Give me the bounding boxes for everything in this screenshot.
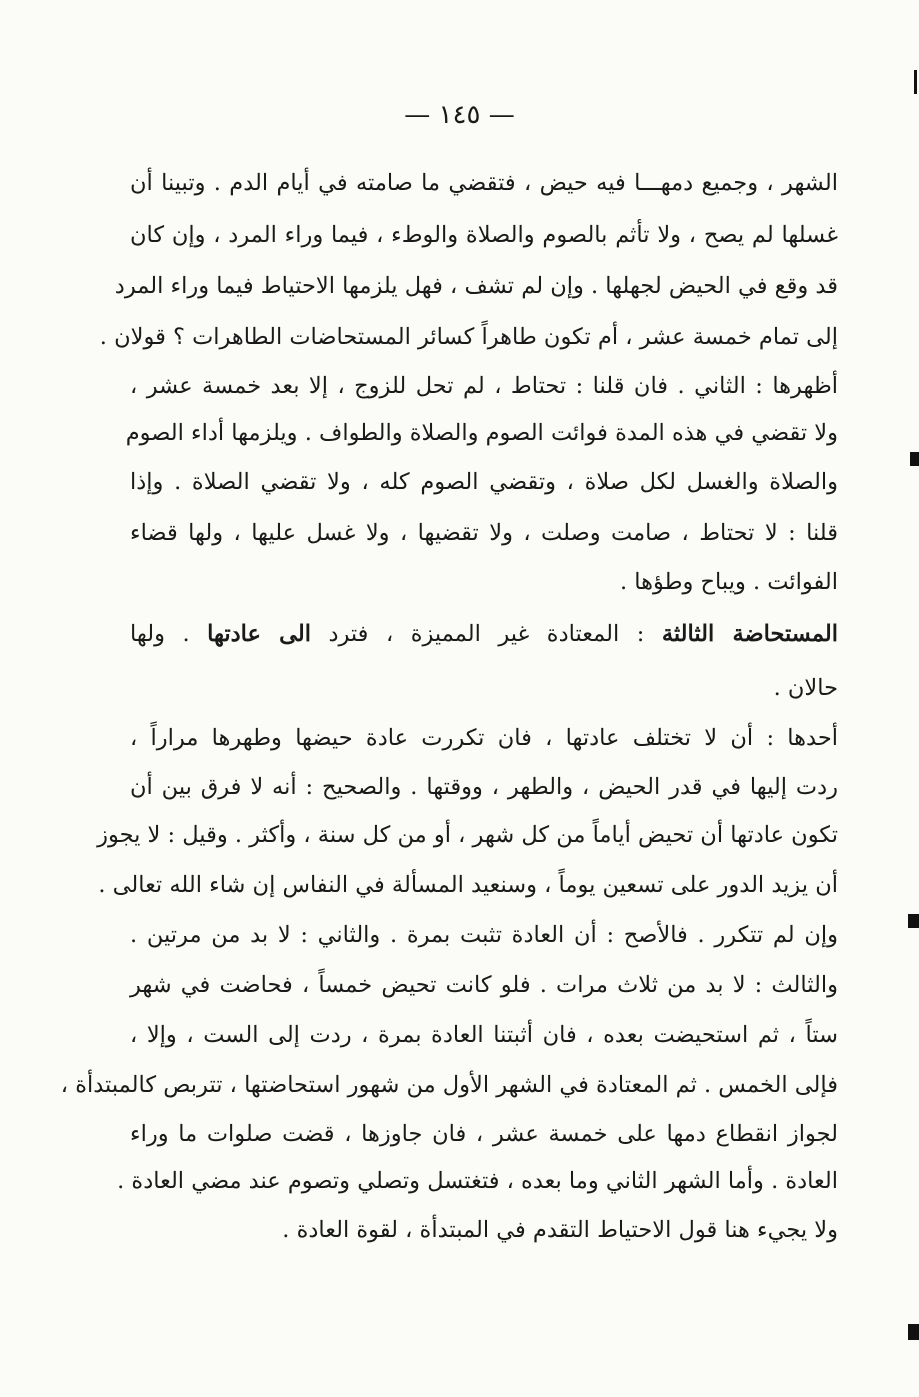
text-line: أن يزيد الدور على تسعين يوماً ، وسنعيد المسألة في النفاس إن شاء الله تعالى . [98,872,838,898]
text-line: العادة . وأما الشهر الثاني وما بعده ، فتغتسل وتصلي وتصوم عند مضي العادة . [117,1168,838,1194]
scan-edge-mark [914,70,917,94]
page-number: — ١٤٥ — [404,100,515,130]
text-line: فإلى الخمس . ثم المعتادة في الشهر الأول من شهور استحاضتها ، تتربص كالمبتدأة ، [60,1072,838,1098]
text-line: تكون عادتها أن تحيض أياماً من كل شهر ، أو من كل سنة ، وأكثر . وقيل : لا يجوز [97,822,838,848]
heading-colon: : [619,621,662,647]
text-line: والثالث : لا بد من ثلاث مرات . فلو كانت تحيض خمساً ، فحاضت في شهر [130,972,838,998]
text-line: لجواز انقطاع دمها على خمسة عشر ، فان جاوزها ، قضت صلوات ما وراء [130,1121,838,1147]
text-line: ولا تقضي في هذه المدة فوائت الصوم والصلاة والطواف . ويلزمها أداء الصوم [125,420,838,446]
text-line: وإن لم تتكرر . فالأصح : أن العادة تثبت بمرة . والثاني : لا بد من مرتين . [130,922,838,948]
text-line: أحدها : أن لا تختلف عادتها ، فان تكررت عادة حيضها وطهرها مراراً ، [130,725,838,751]
text-line: قلنا : لا تحتاط ، صامت وصلت ، ولا تقضيها ، ولا غسل عليها ، ولها قضاء [130,520,838,546]
scan-edge-mark [910,452,919,466]
text-line: ستاً ، ثم استحيضت بعده ، فان أثبتنا العادة بمرة ، ردت إلى الست ، وإلا ، [130,1022,838,1048]
text-line: ولا يجيء هنا قول الاحتياط التقدم في المبتدأة ، لقوة العادة . [282,1217,838,1243]
text-line: والصلاة والغسل لكل صلاة ، وتقضي الصوم كله ، ولا تقضي الصلاة . وإذا [130,469,838,495]
text-line: الفوائت . ويباح وطؤها . [619,569,838,595]
text-line: قد وقع في الحيض لجهلها . وإن لم تشف ، فهل يلزمها الاحتياط فيما وراء المرد [114,273,838,299]
text-line: حالان . [773,675,838,701]
heading-text-end: . ولها [130,621,208,647]
text-line: أظهرها : الثاني . فان قلنا : تحتاط ، لم تحل للزوج ، إلا بعد خمسة عشر ، [130,373,838,399]
scan-edge-mark [908,914,919,928]
text-line: إلى تمام خمسة عشر ، أم تكون طاهراً كسائر المستحاضات الطاهرات ؟ قولان . [99,324,838,350]
text-line: ردت إليها في قدر الحيض ، والطهر ، ووقتها . والصحيح : أنه لا فرق بين أن [130,774,838,800]
section-heading-title: المستحاضة الثالثة [661,621,838,647]
text-line: غسلها لم يصح ، ولا تأثم بالصوم والصلاة والوطء ، فيما وراء المرد ، وإن كان [130,222,838,248]
scan-edge-mark [908,1324,919,1340]
text-line: الشهر ، وجميع دمهـــا فيه حيض ، فتقضي ما صامته في أيام الدم . وتبينا أن [130,170,838,196]
heading-emphasis: الى عادتها [207,621,311,647]
heading-text: المعتادة غير المميزة ، فترد [310,621,620,647]
section-heading-line [130,619,838,649]
